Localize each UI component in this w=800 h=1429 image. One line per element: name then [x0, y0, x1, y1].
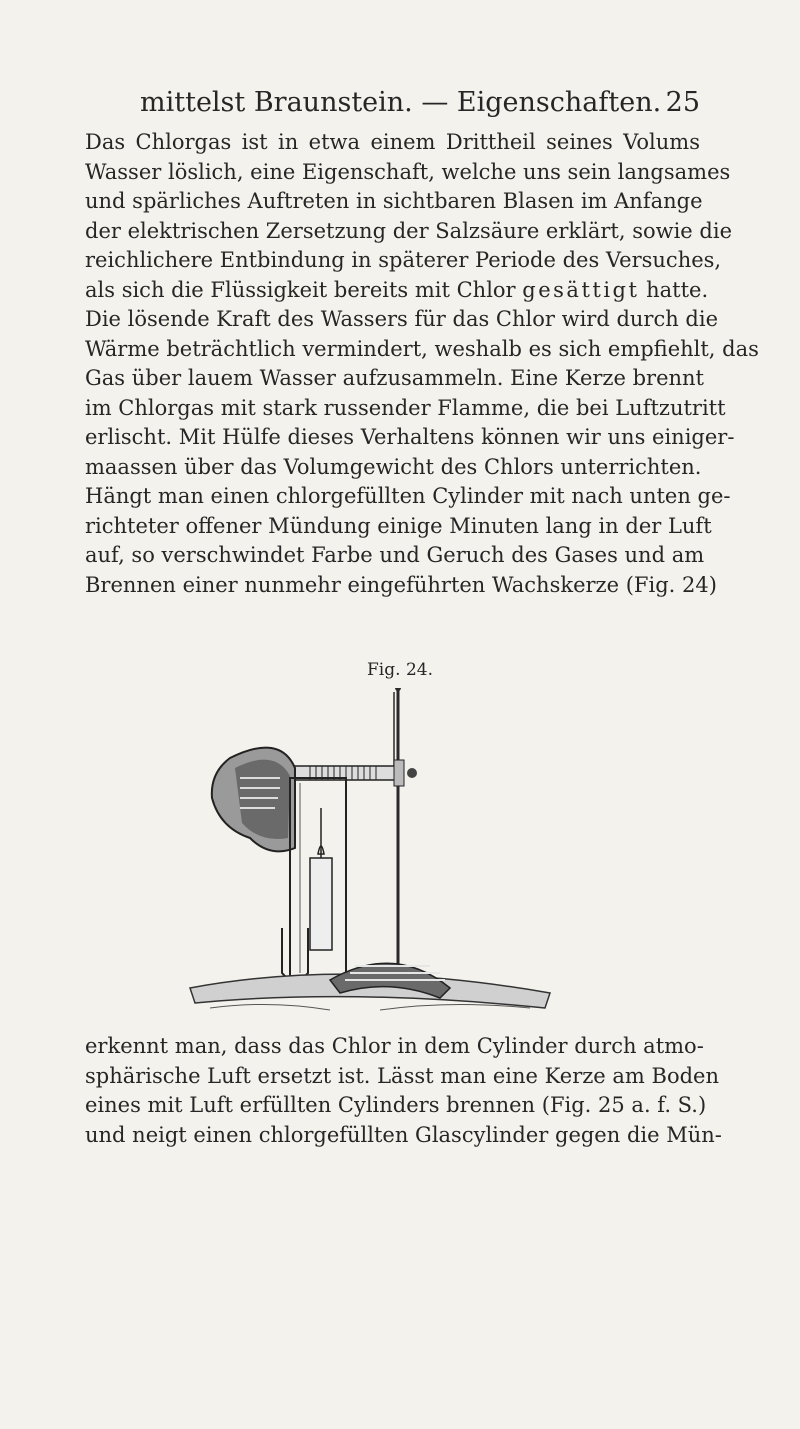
retort-stand [212, 748, 295, 852]
text-line: erkennt man, dass das Chlor in dem Cylinder durch atmo- [85, 1034, 704, 1058]
text-segment: hatte. [639, 277, 709, 302]
text-line: richteter offener Mündung einige Minuten lang in der Luft [85, 513, 712, 538]
text-line: der elektrischen Zersetzung der Salzsäure erklärt, sowie die [85, 218, 732, 243]
text-line: Gas über lauem Wasser aufzusammeln. Eine Kerze brennt [85, 366, 704, 390]
text-line: sphärische Luft ersetzt ist. Lässt man eine Kerze am Boden [85, 1063, 719, 1088]
text-line: maassen über das Volumgewicht des Chlors unterrichten. [85, 454, 702, 479]
text-line: Wärme beträchtlich vermindert, weshalb es sich empfiehlt, das [85, 336, 759, 361]
page-number: 25 [665, 87, 700, 118]
text-line: Brennen einer nunmehr eingeführten Wachskerze (Fig. 24) [85, 572, 717, 597]
text-line: Die lösende Kraft des Wassers für das Chlor wird durch die [85, 307, 718, 331]
text-segment: als sich die Flüssigkeit bereits mit Chlor [85, 277, 523, 302]
text-line [85, 276, 709, 306]
text-line: eines mit Luft erfüllten Cylinders brennen (Fig. 25 a. f. S.) [85, 1093, 707, 1117]
table-base [190, 963, 550, 1010]
text-line: reichlichere Entbindung in späterer Periode des Versuches, [85, 248, 722, 272]
figure-illustration [150, 688, 560, 1018]
text-line: im Chlorgas mit stark russender Flamme, die bei Luftzutritt [85, 395, 726, 420]
text-line: erlischt. Mit Hülfe dieses Verhaltens können wir uns einiger- [85, 425, 735, 449]
candle [310, 858, 332, 950]
emphasized-word: gesättigt [522, 277, 640, 302]
text-line: Das Chlorgas ist in etwa einem Drittheil seines Volums [85, 130, 700, 154]
text-line: Wasser löslich, eine Eigenschaft, welche uns sein langsames [85, 159, 731, 184]
text-line: auf, so verschwindet Farbe und Geruch des Gases und am [85, 543, 705, 567]
running-title: mittelst Braunstein. — Eigenschaften. [140, 87, 662, 118]
paragraph-bottom [85, 1032, 722, 1150]
figure-caption: Fig. 24. [367, 660, 433, 680]
text-line: und neigt einen chlorgefüllten Glascylinder gegen die Mün- [85, 1122, 722, 1147]
paragraph-top [85, 128, 759, 600]
text-line: und spärliches Auftreten in sichtbaren Blasen im Anfange [85, 189, 703, 213]
text-line: Hängt man einen chlorgefüllten Cylinder mit nach unten ge- [85, 484, 731, 508]
